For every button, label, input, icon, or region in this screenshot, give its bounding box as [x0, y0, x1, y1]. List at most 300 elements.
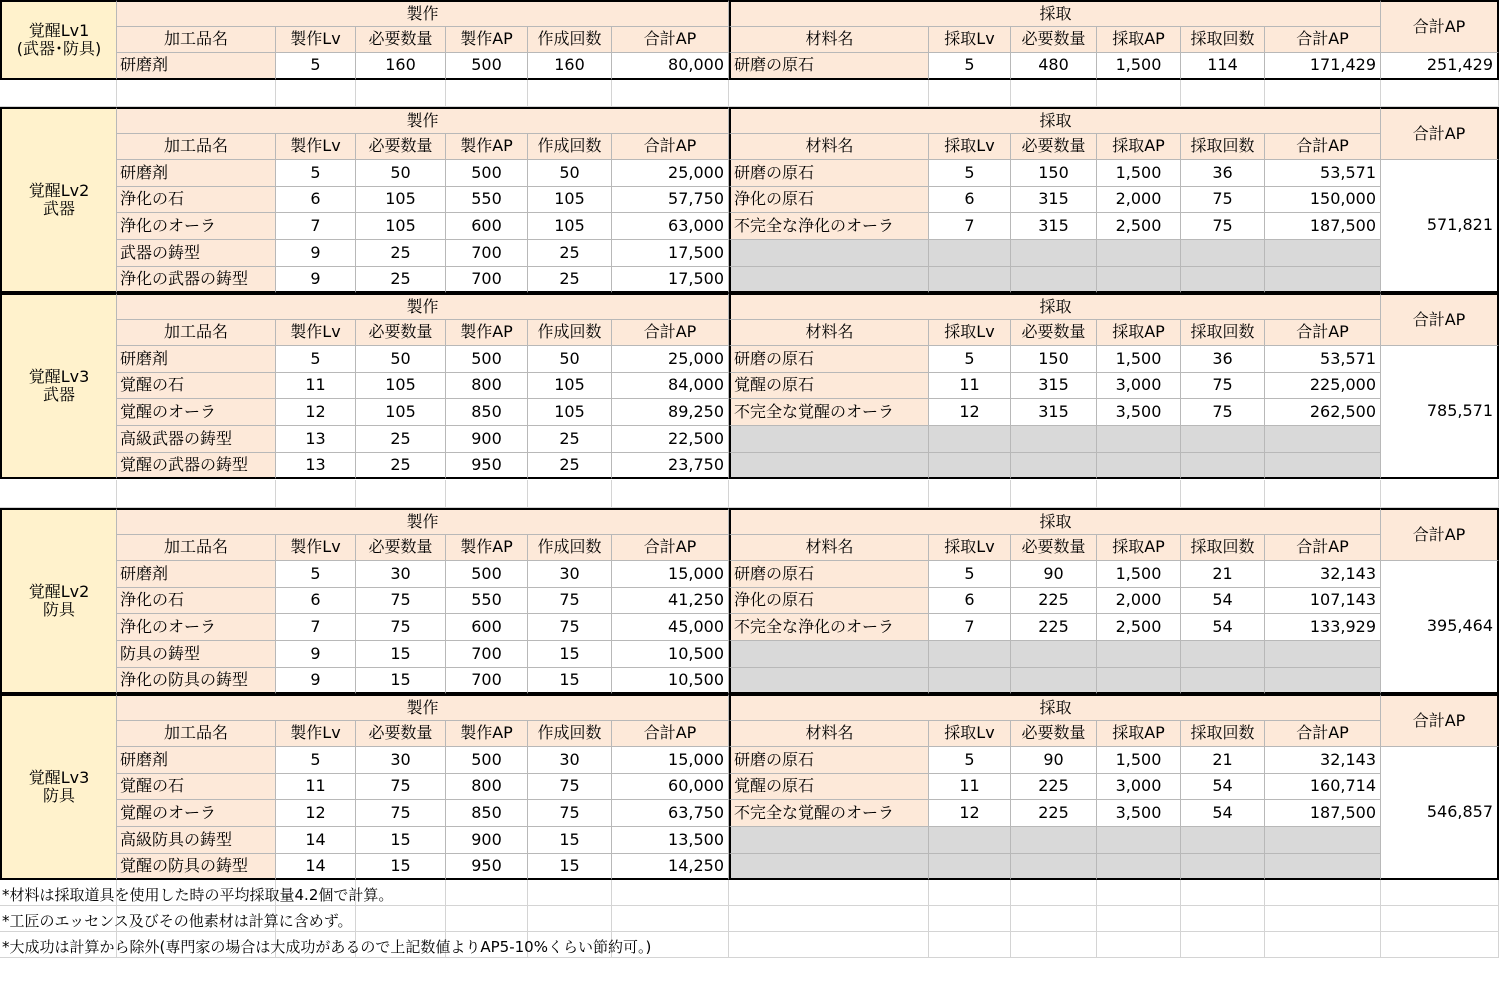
craft-cell[interactable] [612, 213, 729, 240]
craft-col-header[interactable] [612, 27, 729, 54]
craft-item-name[interactable] [117, 53, 276, 80]
note-row-cell[interactable] [1181, 932, 1265, 958]
craft-cell[interactable] [612, 668, 729, 695]
craft-cell[interactable] [446, 561, 528, 588]
craft-col-header[interactable] [528, 721, 612, 748]
craft-cell[interactable] [528, 747, 612, 774]
craft-cell[interactable] [446, 213, 528, 240]
gather-empty-cell[interactable] [1181, 426, 1265, 453]
craft-cell[interactable] [276, 187, 356, 214]
gather-empty-cell[interactable] [1181, 453, 1265, 480]
spacer-cell[interactable] [0, 80, 117, 107]
gather-col-header[interactable] [1181, 27, 1265, 54]
gather-col-header[interactable] [729, 721, 929, 748]
craft-cell[interactable] [356, 373, 446, 400]
craft-cell[interactable] [528, 53, 612, 80]
craft-cell[interactable] [612, 373, 729, 400]
gather-cell[interactable] [1097, 187, 1181, 214]
gather-material-name[interactable] [729, 747, 929, 774]
craft-cell[interactable] [446, 588, 528, 615]
spacer-cell[interactable] [446, 480, 528, 508]
section-label[interactable] [0, 0, 117, 80]
craft-cell[interactable] [528, 399, 612, 426]
gather-material-name[interactable] [729, 160, 929, 187]
note-row-cell[interactable] [612, 880, 729, 906]
craft-cell[interactable] [356, 668, 446, 695]
gather-empty-cell[interactable] [1265, 426, 1381, 453]
craft-cell[interactable] [276, 373, 356, 400]
gather-col-header[interactable] [1097, 320, 1181, 347]
craft-item-name[interactable] [117, 614, 276, 641]
gather-header[interactable] [729, 694, 1381, 721]
gather-cell[interactable] [1011, 373, 1097, 400]
craft-item-name[interactable] [117, 641, 276, 668]
gather-cell[interactable] [1097, 588, 1181, 615]
craft-col-header[interactable] [446, 27, 528, 54]
gather-empty-cell[interactable] [1181, 267, 1265, 294]
craft-col-header[interactable] [356, 134, 446, 161]
note-row-cell[interactable] [729, 932, 929, 958]
gather-cell[interactable] [929, 561, 1011, 588]
gather-col-header[interactable] [1011, 535, 1097, 562]
gather-empty-cell[interactable] [729, 267, 929, 294]
gather-cell[interactable] [929, 373, 1011, 400]
gather-cell[interactable] [1265, 588, 1381, 615]
craft-cell[interactable] [612, 588, 729, 615]
craft-cell[interactable] [612, 453, 729, 480]
craft-cell[interactable] [612, 187, 729, 214]
gather-empty-cell[interactable] [1097, 267, 1181, 294]
grand-total[interactable] [1381, 561, 1499, 694]
gather-material-name[interactable] [729, 373, 929, 400]
gather-cell[interactable] [1265, 774, 1381, 801]
gather-col-header[interactable] [729, 134, 929, 161]
note-row-cell[interactable] [1097, 906, 1181, 932]
craft-col-header[interactable] [276, 721, 356, 748]
gather-material-name[interactable] [729, 561, 929, 588]
gather-empty-cell[interactable] [1181, 641, 1265, 668]
gather-cell[interactable] [1181, 187, 1265, 214]
craft-cell[interactable] [446, 453, 528, 480]
craft-cell[interactable] [356, 399, 446, 426]
gather-empty-cell[interactable] [1265, 240, 1381, 267]
craft-cell[interactable] [528, 213, 612, 240]
craft-cell[interactable] [446, 747, 528, 774]
total-ap-header[interactable] [1381, 107, 1499, 160]
gather-cell[interactable] [1011, 187, 1097, 214]
grand-total[interactable] [1381, 53, 1499, 80]
craft-col-header[interactable] [117, 721, 276, 748]
note-row-cell[interactable] [1381, 906, 1499, 932]
craft-cell[interactable] [446, 641, 528, 668]
gather-cell[interactable] [1181, 561, 1265, 588]
craft-cell[interactable] [356, 160, 446, 187]
gather-header[interactable] [729, 107, 1381, 134]
gather-col-header[interactable] [929, 134, 1011, 161]
craft-item-name[interactable] [117, 854, 276, 881]
gather-cell[interactable] [1097, 213, 1181, 240]
total-ap-header[interactable] [1381, 0, 1499, 53]
gather-cell[interactable] [1097, 774, 1181, 801]
spacer-cell[interactable] [929, 80, 1011, 107]
total-ap-header[interactable] [1381, 293, 1499, 346]
gather-empty-cell[interactable] [1097, 453, 1181, 480]
craft-cell[interactable] [612, 53, 729, 80]
spacer-cell[interactable] [729, 80, 929, 107]
craft-cell[interactable] [528, 668, 612, 695]
craft-cell[interactable] [356, 346, 446, 373]
craft-col-header[interactable] [117, 535, 276, 562]
craft-cell[interactable] [356, 453, 446, 480]
craft-item-name[interactable] [117, 453, 276, 480]
craft-cell[interactable] [276, 641, 356, 668]
gather-empty-cell[interactable] [929, 240, 1011, 267]
gather-col-header[interactable] [729, 27, 929, 54]
craft-cell[interactable] [446, 854, 528, 881]
craft-cell[interactable] [356, 426, 446, 453]
spacer-cell[interactable] [1265, 80, 1381, 107]
gather-empty-cell[interactable] [1011, 641, 1097, 668]
craft-cell[interactable] [356, 614, 446, 641]
craft-cell[interactable] [276, 668, 356, 695]
craft-cell[interactable] [446, 160, 528, 187]
gather-col-header[interactable] [929, 27, 1011, 54]
craft-item-name[interactable] [117, 346, 276, 373]
note-row-cell[interactable] [528, 906, 612, 932]
gather-empty-cell[interactable] [929, 854, 1011, 881]
gather-header[interactable] [729, 293, 1381, 320]
section-label[interactable] [0, 107, 117, 293]
gather-cell[interactable] [1011, 614, 1097, 641]
note-row-cell[interactable] [929, 906, 1011, 932]
gather-empty-cell[interactable] [1011, 453, 1097, 480]
craft-header[interactable] [117, 107, 729, 134]
craft-cell[interactable] [356, 800, 446, 827]
craft-cell[interactable] [446, 53, 528, 80]
note-row-cell[interactable] [1265, 932, 1381, 958]
craft-cell[interactable] [612, 160, 729, 187]
gather-col-header[interactable] [929, 535, 1011, 562]
gather-empty-cell[interactable] [1011, 267, 1097, 294]
gather-col-header[interactable] [929, 320, 1011, 347]
gather-material-name[interactable] [729, 774, 929, 801]
gather-col-header[interactable] [1181, 535, 1265, 562]
gather-cell[interactable] [1265, 800, 1381, 827]
craft-item-name[interactable] [117, 213, 276, 240]
craft-cell[interactable] [276, 160, 356, 187]
note-row-cell[interactable] [1011, 906, 1097, 932]
craft-cell[interactable] [276, 213, 356, 240]
craft-col-header[interactable] [276, 27, 356, 54]
gather-empty-cell[interactable] [729, 827, 929, 854]
craft-cell[interactable] [356, 213, 446, 240]
gather-header[interactable] [729, 508, 1381, 535]
craft-cell[interactable] [528, 800, 612, 827]
craft-cell[interactable] [356, 240, 446, 267]
note-row-cell[interactable] [446, 906, 528, 932]
gather-empty-cell[interactable] [929, 426, 1011, 453]
craft-cell[interactable] [276, 588, 356, 615]
gather-empty-cell[interactable] [1181, 854, 1265, 881]
craft-col-header[interactable] [117, 27, 276, 54]
note-row-cell[interactable] [1381, 880, 1499, 906]
gather-col-header[interactable] [1265, 535, 1381, 562]
craft-cell[interactable] [612, 641, 729, 668]
craft-col-header[interactable] [528, 134, 612, 161]
gather-empty-cell[interactable] [1097, 827, 1181, 854]
gather-cell[interactable] [929, 160, 1011, 187]
craft-col-header[interactable] [612, 535, 729, 562]
gather-empty-cell[interactable] [729, 854, 929, 881]
gather-cell[interactable] [1181, 747, 1265, 774]
craft-cell[interactable] [356, 588, 446, 615]
gather-col-header[interactable] [1181, 134, 1265, 161]
gather-cell[interactable] [1181, 588, 1265, 615]
note-row-cell[interactable] [1097, 932, 1181, 958]
craft-col-header[interactable] [117, 134, 276, 161]
gather-cell[interactable] [929, 747, 1011, 774]
gather-cell[interactable] [1011, 588, 1097, 615]
gather-material-name[interactable] [729, 187, 929, 214]
craft-col-header[interactable] [356, 27, 446, 54]
craft-item-name[interactable] [117, 426, 276, 453]
craft-cell[interactable] [276, 267, 356, 294]
spacer-cell[interactable] [117, 80, 276, 107]
craft-item-name[interactable] [117, 399, 276, 426]
craft-cell[interactable] [276, 426, 356, 453]
note-row-cell[interactable] [356, 906, 446, 932]
craft-cell[interactable] [612, 854, 729, 881]
spacer-cell[interactable] [612, 480, 729, 508]
spacer-cell[interactable] [276, 80, 356, 107]
note-row-cell[interactable] [929, 932, 1011, 958]
note-row-cell[interactable] [929, 880, 1011, 906]
craft-cell[interactable] [528, 774, 612, 801]
section-label[interactable] [0, 694, 117, 880]
craft-cell[interactable] [276, 346, 356, 373]
gather-cell[interactable] [1265, 373, 1381, 400]
craft-cell[interactable] [276, 747, 356, 774]
gather-empty-cell[interactable] [729, 668, 929, 695]
craft-item-name[interactable] [117, 588, 276, 615]
note-row-cell[interactable] [729, 880, 929, 906]
gather-empty-cell[interactable] [1181, 827, 1265, 854]
spacer-cell[interactable] [1381, 480, 1499, 508]
craft-item-name[interactable] [117, 800, 276, 827]
note-row-cell[interactable] [1011, 932, 1097, 958]
gather-col-header[interactable] [1011, 27, 1097, 54]
craft-cell[interactable] [612, 267, 729, 294]
gather-cell[interactable] [1181, 373, 1265, 400]
craft-cell[interactable] [528, 588, 612, 615]
craft-cell[interactable] [446, 800, 528, 827]
craft-header[interactable] [117, 694, 729, 721]
craft-cell[interactable] [276, 453, 356, 480]
gather-empty-cell[interactable] [1097, 641, 1181, 668]
craft-cell[interactable] [528, 641, 612, 668]
gather-cell[interactable] [1265, 160, 1381, 187]
gather-material-name[interactable] [729, 53, 929, 80]
craft-cell[interactable] [528, 453, 612, 480]
gather-empty-cell[interactable] [1097, 240, 1181, 267]
gather-cell[interactable] [1265, 187, 1381, 214]
gather-cell[interactable] [1265, 53, 1381, 80]
gather-col-header[interactable] [1265, 27, 1381, 54]
craft-cell[interactable] [276, 614, 356, 641]
gather-cell[interactable] [1265, 399, 1381, 426]
craft-col-header[interactable] [276, 320, 356, 347]
craft-col-header[interactable] [446, 134, 528, 161]
spacer-cell[interactable] [528, 480, 612, 508]
craft-header[interactable] [117, 508, 729, 535]
gather-cell[interactable] [1011, 346, 1097, 373]
gather-empty-cell[interactable] [1181, 240, 1265, 267]
gather-empty-cell[interactable] [929, 453, 1011, 480]
gather-cell[interactable] [1265, 561, 1381, 588]
gather-col-header[interactable] [729, 535, 929, 562]
spacer-cell[interactable] [729, 480, 929, 508]
spacer-cell[interactable] [117, 480, 276, 508]
gather-cell[interactable] [1097, 53, 1181, 80]
craft-col-header[interactable] [528, 27, 612, 54]
craft-item-name[interactable] [117, 561, 276, 588]
gather-col-header[interactable] [1011, 134, 1097, 161]
craft-cell[interactable] [528, 426, 612, 453]
note-row-cell[interactable] [1097, 880, 1181, 906]
craft-col-header[interactable] [446, 320, 528, 347]
gather-material-name[interactable] [729, 399, 929, 426]
grand-total[interactable] [1381, 346, 1499, 479]
gather-header[interactable] [729, 0, 1381, 27]
craft-col-header[interactable] [446, 535, 528, 562]
gather-cell[interactable] [1097, 346, 1181, 373]
craft-cell[interactable] [612, 774, 729, 801]
gather-cell[interactable] [929, 588, 1011, 615]
note-row-cell[interactable] [446, 880, 528, 906]
craft-cell[interactable] [612, 426, 729, 453]
gather-cell[interactable] [929, 187, 1011, 214]
gather-col-header[interactable] [1011, 320, 1097, 347]
craft-cell[interactable] [446, 426, 528, 453]
total-ap-header[interactable] [1381, 694, 1499, 747]
craft-cell[interactable] [528, 614, 612, 641]
spacer-cell[interactable] [356, 80, 446, 107]
gather-material-name[interactable] [729, 800, 929, 827]
craft-cell[interactable] [446, 399, 528, 426]
craft-col-header[interactable] [612, 134, 729, 161]
gather-cell[interactable] [1265, 614, 1381, 641]
gather-empty-cell[interactable] [929, 668, 1011, 695]
gather-empty-cell[interactable] [1097, 426, 1181, 453]
gather-empty-cell[interactable] [1265, 668, 1381, 695]
craft-col-header[interactable] [356, 721, 446, 748]
note-row-cell[interactable] [1265, 880, 1381, 906]
craft-cell[interactable] [612, 240, 729, 267]
craft-cell[interactable] [612, 800, 729, 827]
spacer-cell[interactable] [1011, 480, 1097, 508]
craft-item-name[interactable] [117, 187, 276, 214]
spacer-cell[interactable] [1181, 80, 1265, 107]
gather-empty-cell[interactable] [1265, 267, 1381, 294]
gather-material-name[interactable] [729, 213, 929, 240]
craft-cell[interactable] [356, 854, 446, 881]
gather-cell[interactable] [929, 774, 1011, 801]
gather-cell[interactable] [1011, 213, 1097, 240]
gather-empty-cell[interactable] [929, 827, 1011, 854]
gather-material-name[interactable] [729, 346, 929, 373]
craft-cell[interactable] [276, 53, 356, 80]
craft-cell[interactable] [276, 854, 356, 881]
gather-col-header[interactable] [729, 320, 929, 347]
gather-cell[interactable] [1011, 561, 1097, 588]
craft-col-header[interactable] [528, 535, 612, 562]
gather-cell[interactable] [929, 614, 1011, 641]
craft-header[interactable] [117, 0, 729, 27]
gather-cell[interactable] [1097, 800, 1181, 827]
gather-cell[interactable] [1097, 561, 1181, 588]
gather-cell[interactable] [1181, 160, 1265, 187]
gather-col-header[interactable] [1097, 535, 1181, 562]
gather-cell[interactable] [1181, 774, 1265, 801]
gather-empty-cell[interactable] [1011, 827, 1097, 854]
note-row-cell[interactable] [528, 880, 612, 906]
spacer-cell[interactable] [528, 80, 612, 107]
gather-empty-cell[interactable] [1011, 668, 1097, 695]
craft-cell[interactable] [528, 854, 612, 881]
spacer-cell[interactable] [929, 480, 1011, 508]
craft-cell[interactable] [528, 561, 612, 588]
gather-cell[interactable] [1097, 614, 1181, 641]
gather-col-header[interactable] [1265, 320, 1381, 347]
gather-empty-cell[interactable] [729, 641, 929, 668]
gather-cell[interactable] [1011, 53, 1097, 80]
gather-empty-cell[interactable] [729, 453, 929, 480]
gather-cell[interactable] [1265, 346, 1381, 373]
gather-empty-cell[interactable] [929, 267, 1011, 294]
gather-empty-cell[interactable] [1265, 827, 1381, 854]
gather-cell[interactable] [1181, 213, 1265, 240]
craft-cell[interactable] [276, 827, 356, 854]
craft-col-header[interactable] [276, 535, 356, 562]
gather-col-header[interactable] [1265, 134, 1381, 161]
craft-cell[interactable] [528, 346, 612, 373]
gather-cell[interactable] [929, 346, 1011, 373]
gather-cell[interactable] [929, 213, 1011, 240]
craft-cell[interactable] [528, 267, 612, 294]
craft-cell[interactable] [612, 747, 729, 774]
craft-cell[interactable] [612, 399, 729, 426]
note-row-cell[interactable] [1011, 880, 1097, 906]
craft-cell[interactable] [446, 346, 528, 373]
spacer-cell[interactable] [356, 480, 446, 508]
craft-cell[interactable] [356, 561, 446, 588]
note-row-cell[interactable] [1181, 906, 1265, 932]
note-row-cell[interactable] [729, 906, 929, 932]
grand-total[interactable] [1381, 747, 1499, 880]
craft-cell[interactable] [528, 373, 612, 400]
gather-empty-cell[interactable] [1097, 668, 1181, 695]
craft-cell[interactable] [446, 827, 528, 854]
spacer-cell[interactable] [1265, 480, 1381, 508]
gather-material-name[interactable] [729, 614, 929, 641]
craft-item-name[interactable] [117, 668, 276, 695]
gather-cell[interactable] [929, 53, 1011, 80]
gather-col-header[interactable] [1181, 320, 1265, 347]
spacer-cell[interactable] [276, 480, 356, 508]
section-label[interactable] [0, 293, 117, 479]
gather-col-header[interactable] [1011, 721, 1097, 748]
craft-col-header[interactable] [612, 721, 729, 748]
